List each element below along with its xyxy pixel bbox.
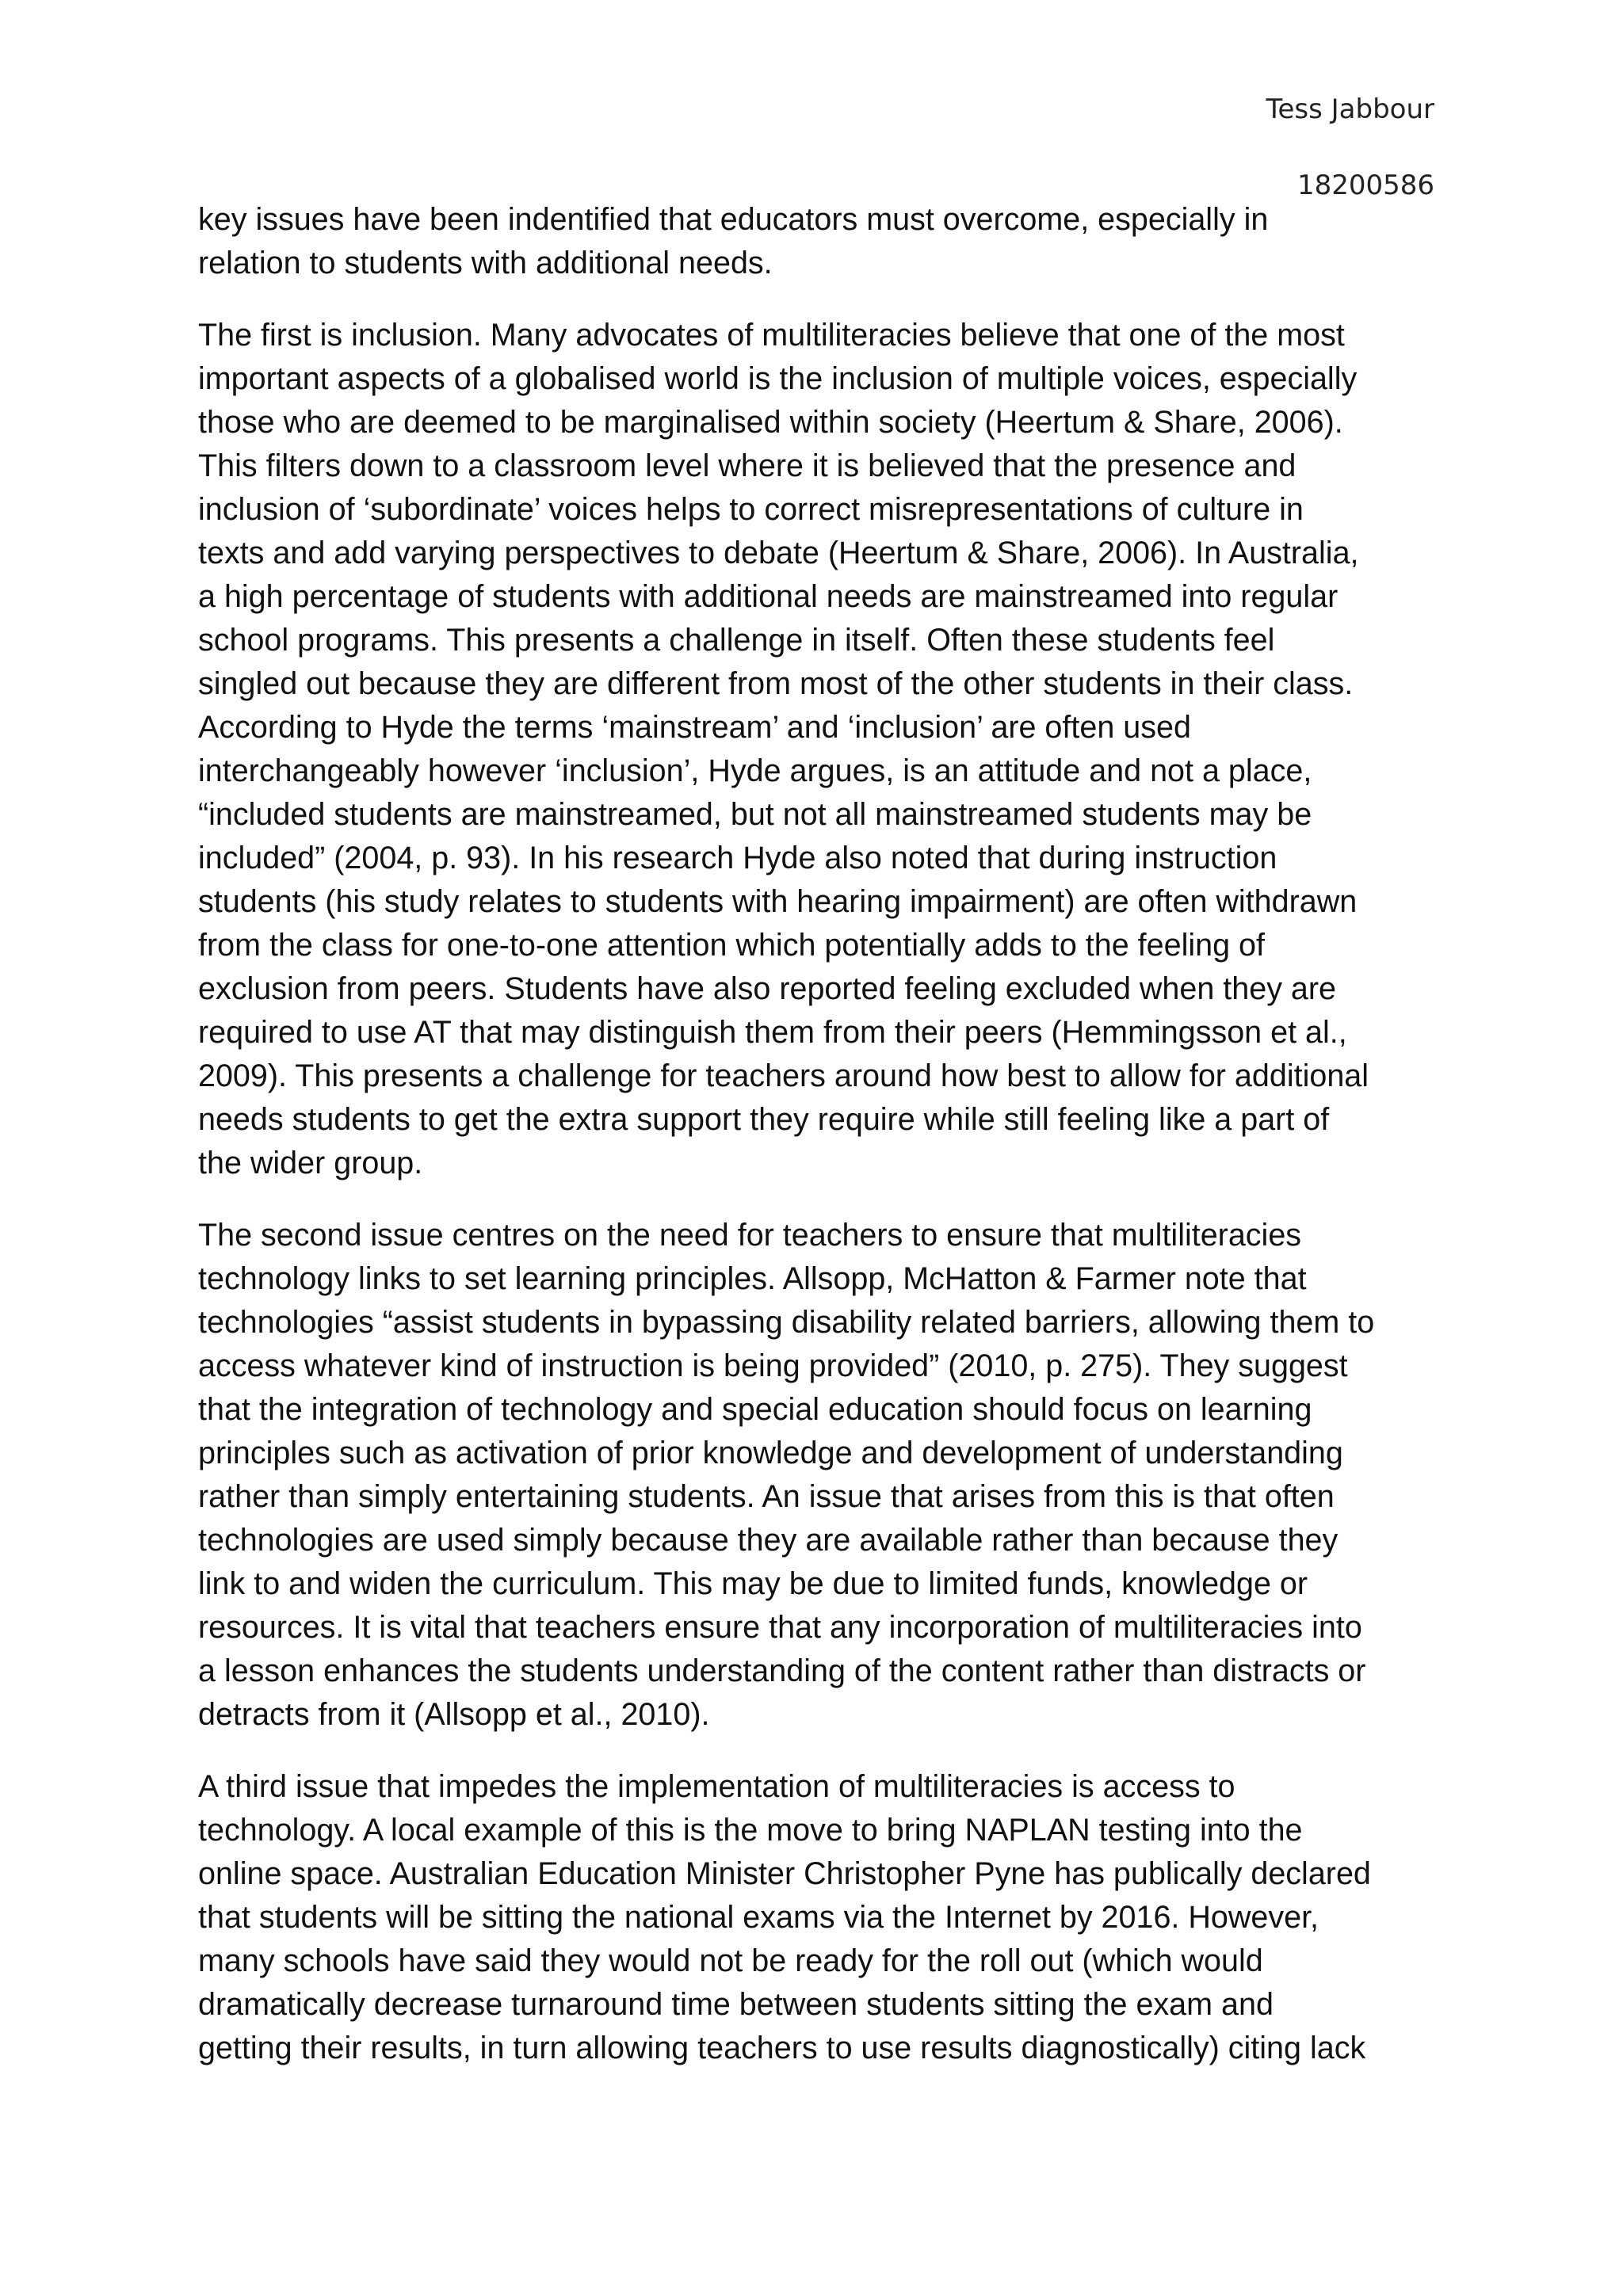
header-student-id: 18200586 bbox=[1296, 170, 1434, 201]
text-line: resources. It is vital that teachers ensure that any incorporation of multiliteracies into bbox=[198, 1610, 1362, 1645]
text-line: dramatically decrease turnaround time between students sitting the exam and bbox=[198, 1987, 1274, 2022]
text-line: technologies “assist students in bypassing disability related barriers, allowing them to bbox=[198, 1305, 1375, 1340]
text-line: included” (2004, p. 93). In his research Hyde also noted that during instruction bbox=[198, 841, 1277, 875]
text-line: The first is inclusion. Many advocates of multiliteracies believe that one of the most bbox=[198, 318, 1345, 353]
header-author-name: Tess Jabbour bbox=[1266, 93, 1434, 125]
text-line: the wider group. bbox=[198, 1146, 423, 1180]
text-line: According to Hyde the terms ‘mainstream’ and ‘inclusion’ are often used bbox=[198, 710, 1191, 745]
text-line: The second issue centres on the need for teachers to ensure that multiliteracies bbox=[198, 1218, 1302, 1253]
text-line: students (his study relates to students with hearing impairment) are often withdrawn bbox=[198, 884, 1358, 919]
text-line: that the integration of technology and special education should focus on learning bbox=[198, 1392, 1312, 1427]
text-line: technologies are used simply because they are available rather than because they bbox=[198, 1523, 1338, 1558]
paragraph bbox=[198, 198, 1442, 285]
text-line: exclusion from peers. Students have also reported feeling excluded when they are bbox=[198, 971, 1337, 1006]
text-line: important aspects of a globalised world is the inclusion of multiple voices, especially bbox=[198, 361, 1358, 396]
text-line: This filters down to a classroom level where it is believed that the presence and bbox=[198, 448, 1296, 483]
text-line: from the class for one-to-one attention which potentially adds to the feeling of bbox=[198, 928, 1265, 963]
paragraph bbox=[198, 1765, 1442, 2070]
text-line: a high percentage of students with additional needs are mainstreamed into regular bbox=[198, 579, 1338, 614]
text-line: online space. Australian Education Minister Christopher Pyne has publically declared bbox=[198, 1856, 1371, 1891]
text-line: technology. A local example of this is the move to bring NAPLAN testing into the bbox=[198, 1813, 1303, 1848]
text-line: getting their results, in turn allowing teachers to use results diagnostically) citing lack bbox=[198, 2031, 1366, 2065]
text-line: a lesson enhances the students understanding of the content rather than distracts or bbox=[198, 1653, 1366, 1688]
text-line: technology links to set learning principles. Allsopp, McHatton & Farmer note that bbox=[198, 1261, 1307, 1296]
text-line: principles such as activation of prior knowledge and development of understanding bbox=[198, 1436, 1343, 1470]
text-line: school programs. This presents a challenge in itself. Often these students feel bbox=[198, 623, 1275, 658]
text-line: interchangeably however ‘inclusion’, Hyde argues, is an attitude and not a place, bbox=[198, 753, 1312, 788]
text-line: needs students to get the extra support they require while still feeling like a part of bbox=[198, 1102, 1330, 1137]
text-line: detracts from it (Allsopp et al., 2010). bbox=[198, 1697, 710, 1732]
text-line: singled out because they are different from most of the other students in their class. bbox=[198, 666, 1354, 701]
paragraph bbox=[198, 314, 1442, 1185]
paragraph bbox=[198, 1214, 1442, 1737]
text-line: many schools have said they would not be ready for the roll out (which would bbox=[198, 1943, 1263, 1978]
text-line: access whatever kind of instruction is being provided” (2010, p. 275). They suggest bbox=[198, 1348, 1348, 1383]
text-line: “included students are mainstreamed, but not all mainstreamed students may be bbox=[198, 797, 1312, 832]
text-line: A third issue that impedes the implementation of multiliteracies is access to bbox=[198, 1769, 1235, 1804]
text-line: those who are deemed to be marginalised within society (Heertum & Share, 2006). bbox=[198, 405, 1343, 440]
text-line: required to use AT that may distinguish them from their peers (Hemmingsson et al., bbox=[198, 1015, 1347, 1050]
text-line: rather than simply entertaining students. An issue that arises from this is that often bbox=[198, 1479, 1335, 1514]
text-line: key issues have been indentified that educators must overcome, especially in bbox=[198, 202, 1269, 237]
text-line: link to and widen the curriculum. This may be due to limited funds, knowledge or bbox=[198, 1566, 1308, 1601]
document-body bbox=[198, 198, 1442, 2099]
text-line: relation to students with additional needs. bbox=[198, 246, 773, 280]
text-line: that students will be sitting the national exams via the Internet by 2016. However, bbox=[198, 1900, 1319, 1935]
text-line: texts and add varying perspectives to debate (Heertum & Share, 2006). In Australia, bbox=[198, 536, 1359, 570]
text-line: inclusion of ‘subordinate’ voices helps to correct misrepresentations of culture in bbox=[198, 492, 1304, 527]
text-line: 2009). This presents a challenge for teachers around how best to allow for additional bbox=[198, 1058, 1369, 1093]
